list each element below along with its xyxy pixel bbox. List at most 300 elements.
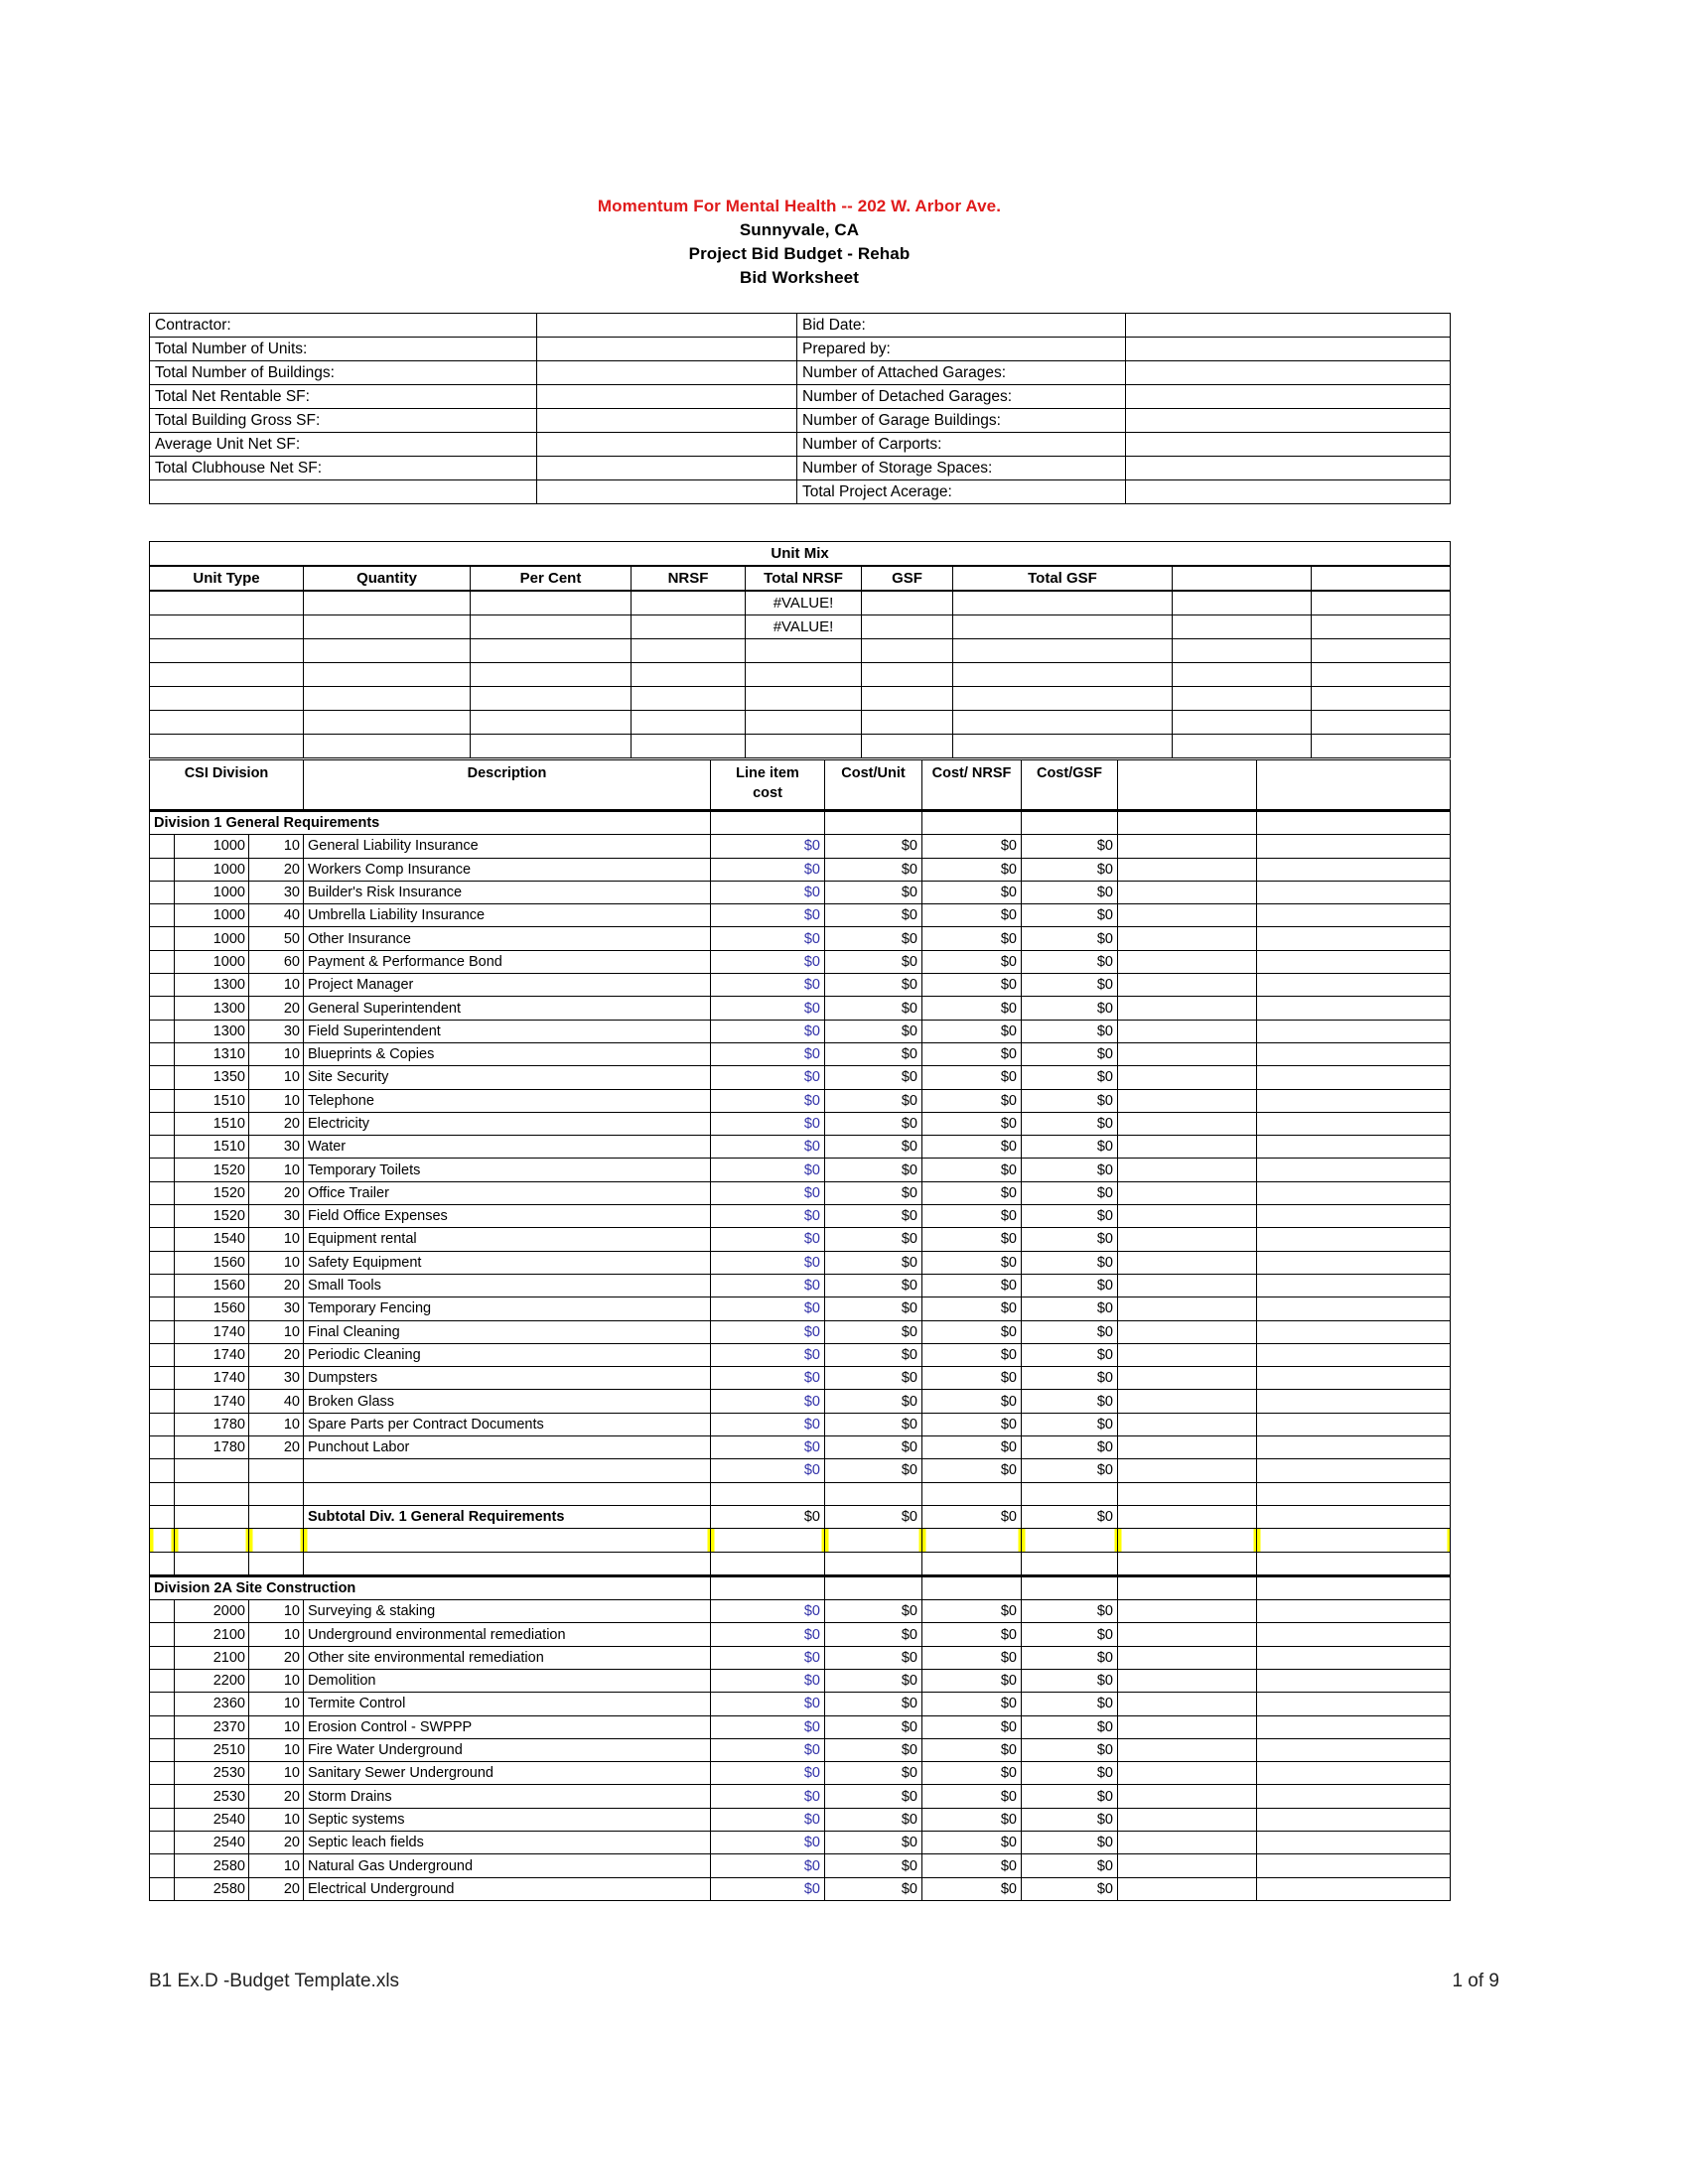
csi-heading-nrsf[interactable]: [922, 1575, 1022, 1599]
csi-line-item-cost[interactable]: $0: [711, 1020, 825, 1042]
csi-line-item-cost[interactable]: $0: [711, 1877, 825, 1900]
csi-cost-per-unit[interactable]: $0: [825, 1436, 922, 1459]
csi-description[interactable]: [304, 1459, 711, 1482]
csi-row-marker[interactable]: [150, 1112, 175, 1135]
unit-mix-cell-2[interactable]: [471, 735, 632, 758]
info-left-value[interactable]: [537, 433, 797, 457]
csi-cost-per-unit[interactable]: $0: [825, 1738, 922, 1761]
csi-description[interactable]: Termite Control: [304, 1693, 711, 1715]
unit-mix-cell-3[interactable]: [632, 615, 746, 639]
csi-cost-per-nrsf[interactable]: $0: [922, 904, 1022, 927]
csi-subcode[interactable]: 30: [249, 1136, 304, 1159]
csi-extra-2[interactable]: [1257, 1413, 1451, 1435]
csi-extra-2[interactable]: [1257, 1205, 1451, 1228]
csi-row-marker[interactable]: [150, 1459, 175, 1482]
csi-line-item-cost[interactable]: $0: [711, 997, 825, 1020]
unit-mix-cell-0[interactable]: [150, 735, 304, 758]
csi-code[interactable]: [175, 1505, 249, 1528]
csi-cost-per-nrsf[interactable]: $0: [922, 1646, 1022, 1669]
csi-extra-1[interactable]: [1118, 1738, 1257, 1761]
csi-subcode[interactable]: 10: [249, 1042, 304, 1065]
csi-line-item-cost[interactable]: $0: [711, 904, 825, 927]
unit-mix-cell-7[interactable]: [1173, 615, 1312, 639]
csi-extra-1[interactable]: [1118, 1205, 1257, 1228]
unit-mix-cell-4[interactable]: [746, 735, 862, 758]
csi-line-item-cost[interactable]: $0: [711, 1274, 825, 1297]
csi-extra-1[interactable]: [1118, 1693, 1257, 1715]
csi-cost-per-nrsf[interactable]: $0: [922, 1251, 1022, 1274]
csi-code[interactable]: 1300: [175, 974, 249, 997]
csi-description[interactable]: [304, 1482, 711, 1505]
csi-cost-per-gsf[interactable]: $0: [1022, 1042, 1118, 1065]
csi-cost-per-gsf[interactable]: $0: [1022, 1646, 1118, 1669]
csi-line-item-cost[interactable]: $0: [711, 1297, 825, 1320]
csi-line-item-cost[interactable]: $0: [711, 1832, 825, 1854]
csi-description[interactable]: Temporary Toilets: [304, 1159, 711, 1181]
csi-cost-per-unit[interactable]: $0: [825, 1066, 922, 1089]
csi-cost-per-unit[interactable]: $0: [825, 1832, 922, 1854]
csi-cost-per-unit[interactable]: $0: [825, 1205, 922, 1228]
csi-cost-per-nrsf[interactable]: [922, 1482, 1022, 1505]
csi-cost-per-unit[interactable]: $0: [825, 1854, 922, 1877]
csi-cost-per-gsf[interactable]: $0: [1022, 1274, 1118, 1297]
csi-subcode[interactable]: 60: [249, 950, 304, 973]
csi-code[interactable]: 1510: [175, 1089, 249, 1112]
csi-row-marker[interactable]: [150, 1343, 175, 1366]
csi-description[interactable]: Office Trailer: [304, 1181, 711, 1204]
csi-extra-1[interactable]: [1118, 1623, 1257, 1646]
unit-mix-cell-3[interactable]: [632, 711, 746, 735]
csi-heading-line[interactable]: [711, 1575, 825, 1599]
csi-line-item-cost[interactable]: $0: [711, 1413, 825, 1435]
csi-extra-2[interactable]: [1257, 1181, 1451, 1204]
csi-subcode[interactable]: 10: [249, 974, 304, 997]
csi-cost-per-unit[interactable]: $0: [825, 1413, 922, 1435]
csi-line-item-cost[interactable]: $0: [711, 1693, 825, 1715]
csi-cost-per-nrsf[interactable]: $0: [922, 927, 1022, 950]
csi-cost-per-nrsf[interactable]: $0: [922, 1832, 1022, 1854]
csi-extra-2[interactable]: [1257, 1854, 1451, 1877]
unit-mix-cell-7[interactable]: [1173, 711, 1312, 735]
csi-cost-per-nrsf[interactable]: $0: [922, 997, 1022, 1020]
unit-mix-cell-4[interactable]: [746, 711, 862, 735]
csi-cost-per-gsf[interactable]: $0: [1022, 1762, 1118, 1785]
csi-description[interactable]: Builder's Risk Insurance: [304, 881, 711, 903]
csi-subcode[interactable]: 20: [249, 997, 304, 1020]
csi-extra-2[interactable]: [1257, 1808, 1451, 1831]
unit-mix-cell-1[interactable]: [304, 615, 471, 639]
csi-description[interactable]: Equipment rental: [304, 1228, 711, 1251]
csi-extra-1[interactable]: [1118, 1042, 1257, 1065]
csi-cost-per-unit[interactable]: $0: [825, 904, 922, 927]
csi-line-item-cost[interactable]: $0: [711, 1646, 825, 1669]
unit-mix-cell-6[interactable]: [953, 687, 1173, 711]
csi-cost-per-unit[interactable]: $0: [825, 1600, 922, 1623]
csi-extra-1[interactable]: [1118, 1367, 1257, 1390]
csi-row-marker[interactable]: [150, 1042, 175, 1065]
csi-cost-per-gsf[interactable]: $0: [1022, 1623, 1118, 1646]
unit-mix-cell-1[interactable]: [304, 687, 471, 711]
csi-code[interactable]: 1740: [175, 1320, 249, 1343]
csi-cost-per-unit[interactable]: $0: [825, 1251, 922, 1274]
csi-cost-per-gsf[interactable]: $0: [1022, 1297, 1118, 1320]
csi-subcode[interactable]: 10: [249, 1089, 304, 1112]
csi-cost-per-gsf[interactable]: $0: [1022, 1413, 1118, 1435]
csi-row-marker[interactable]: [150, 1505, 175, 1528]
csi-cost-per-nrsf[interactable]: $0: [922, 1715, 1022, 1738]
csi-description[interactable]: Workers Comp Insurance: [304, 858, 711, 881]
csi-description[interactable]: Final Cleaning: [304, 1320, 711, 1343]
csi-row-marker[interactable]: [150, 1205, 175, 1228]
csi-cost-per-nrsf[interactable]: $0: [922, 1390, 1022, 1413]
csi-cost-per-unit[interactable]: $0: [825, 1181, 922, 1204]
csi-heading-line[interactable]: [711, 811, 825, 835]
unit-mix-cell-1[interactable]: [304, 711, 471, 735]
csi-line-item-cost[interactable]: $0: [711, 1367, 825, 1390]
csi-description[interactable]: Fire Water Underground: [304, 1738, 711, 1761]
csi-row-marker[interactable]: [150, 1251, 175, 1274]
csi-cost-per-gsf[interactable]: $0: [1022, 1854, 1118, 1877]
csi-extra-2[interactable]: [1257, 1297, 1451, 1320]
csi-extra-1[interactable]: [1118, 1297, 1257, 1320]
csi-line-item-cost[interactable]: $0: [711, 1042, 825, 1065]
csi-cost-per-gsf[interactable]: $0: [1022, 1181, 1118, 1204]
unit-mix-cell-6[interactable]: [953, 615, 1173, 639]
csi-code[interactable]: 2000: [175, 1600, 249, 1623]
unit-mix-cell-7[interactable]: [1173, 687, 1312, 711]
csi-code[interactable]: 1540: [175, 1228, 249, 1251]
csi-cost-per-unit[interactable]: $0: [825, 858, 922, 881]
csi-description[interactable]: Demolition: [304, 1669, 711, 1692]
csi-cost-per-nrsf[interactable]: $0: [922, 1785, 1022, 1808]
csi-row-marker[interactable]: [150, 1832, 175, 1854]
csi-description[interactable]: Electricity: [304, 1112, 711, 1135]
csi-extra-1[interactable]: [1118, 1762, 1257, 1785]
csi-cost-per-gsf[interactable]: $0: [1022, 974, 1118, 997]
csi-cost-per-gsf[interactable]: $0: [1022, 1228, 1118, 1251]
unit-mix-cell-3[interactable]: [632, 735, 746, 758]
csi-line-item-cost[interactable]: $0: [711, 974, 825, 997]
csi-extra-2[interactable]: [1257, 881, 1451, 903]
csi-extra-1[interactable]: [1118, 1459, 1257, 1482]
csi-row-marker[interactable]: [150, 974, 175, 997]
csi-code[interactable]: [175, 1482, 249, 1505]
info-right-value[interactable]: [1126, 409, 1451, 433]
csi-cost-per-unit[interactable]: $0: [825, 1320, 922, 1343]
csi-code[interactable]: 1510: [175, 1136, 249, 1159]
csi-extra-1[interactable]: [1118, 1020, 1257, 1042]
csi-cost-per-unit[interactable]: $0: [825, 1136, 922, 1159]
csi-subcode[interactable]: 10: [249, 1066, 304, 1089]
csi-cost-per-nrsf[interactable]: $0: [922, 1854, 1022, 1877]
unit-mix-cell-6[interactable]: [953, 591, 1173, 615]
csi-extra-2[interactable]: [1257, 1390, 1451, 1413]
csi-cost-per-nrsf[interactable]: $0: [922, 1669, 1022, 1692]
unit-mix-cell-5[interactable]: [862, 687, 953, 711]
csi-extra-1[interactable]: [1118, 835, 1257, 858]
csi-description[interactable]: Broken Glass: [304, 1390, 711, 1413]
csi-cost-per-unit[interactable]: $0: [825, 881, 922, 903]
csi-extra-2[interactable]: [1257, 1320, 1451, 1343]
csi-line-item-cost[interactable]: [711, 1482, 825, 1505]
csi-row-marker[interactable]: [150, 1413, 175, 1435]
csi-cost-per-nrsf[interactable]: $0: [922, 1762, 1022, 1785]
csi-subcode[interactable]: 10: [249, 1159, 304, 1181]
csi-code[interactable]: 1000: [175, 835, 249, 858]
csi-subtotal-cost-per-nrsf[interactable]: $0: [922, 1505, 1022, 1528]
unit-mix-cell-2[interactable]: [471, 639, 632, 663]
csi-extra-1[interactable]: [1118, 997, 1257, 1020]
csi-code[interactable]: 2540: [175, 1832, 249, 1854]
csi-cost-per-nrsf[interactable]: $0: [922, 835, 1022, 858]
csi-code[interactable]: 1780: [175, 1413, 249, 1435]
csi-line-item-cost[interactable]: $0: [711, 1089, 825, 1112]
csi-subcode[interactable]: 10: [249, 1762, 304, 1785]
csi-cost-per-nrsf[interactable]: $0: [922, 974, 1022, 997]
csi-subcode[interactable]: 40: [249, 904, 304, 927]
csi-cost-per-gsf[interactable]: $0: [1022, 1436, 1118, 1459]
csi-extra-1[interactable]: [1118, 1877, 1257, 1900]
csi-cost-per-nrsf[interactable]: $0: [922, 1877, 1022, 1900]
unit-mix-cell-6[interactable]: [953, 711, 1173, 735]
csi-description[interactable]: Field Superintendent: [304, 1020, 711, 1042]
csi-subcode[interactable]: [249, 1482, 304, 1505]
csi-line-item-cost[interactable]: $0: [711, 1251, 825, 1274]
csi-code[interactable]: 1000: [175, 904, 249, 927]
info-left-value[interactable]: [537, 409, 797, 433]
info-left-value[interactable]: [537, 338, 797, 361]
csi-extra-1[interactable]: [1118, 1808, 1257, 1831]
csi-subtotal-cost-per-gsf[interactable]: $0: [1022, 1505, 1118, 1528]
csi-cost-per-gsf[interactable]: $0: [1022, 858, 1118, 881]
csi-line-item-cost[interactable]: $0: [711, 1228, 825, 1251]
csi-code[interactable]: 1000: [175, 858, 249, 881]
csi-row-marker[interactable]: [150, 1181, 175, 1204]
csi-description[interactable]: Project Manager: [304, 974, 711, 997]
unit-mix-cell-5[interactable]: [862, 615, 953, 639]
csi-cost-per-unit[interactable]: $0: [825, 1390, 922, 1413]
unit-mix-cell-8[interactable]: [1312, 711, 1451, 735]
info-right-value[interactable]: [1126, 433, 1451, 457]
csi-cost-per-gsf[interactable]: $0: [1022, 1320, 1118, 1343]
csi-cost-per-gsf[interactable]: $0: [1022, 1715, 1118, 1738]
unit-mix-cell-8[interactable]: [1312, 687, 1451, 711]
csi-line-item-cost[interactable]: $0: [711, 1669, 825, 1692]
csi-subcode[interactable]: 10: [249, 1320, 304, 1343]
csi-description[interactable]: Water: [304, 1136, 711, 1159]
csi-cost-per-unit[interactable]: $0: [825, 1343, 922, 1366]
csi-cost-per-nrsf[interactable]: $0: [922, 1600, 1022, 1623]
csi-extra-1[interactable]: [1118, 1066, 1257, 1089]
csi-code[interactable]: 2540: [175, 1808, 249, 1831]
csi-extra-2[interactable]: [1257, 1505, 1451, 1528]
csi-cost-per-gsf[interactable]: $0: [1022, 927, 1118, 950]
csi-code[interactable]: 1300: [175, 997, 249, 1020]
unit-mix-cell-2[interactable]: [471, 591, 632, 615]
csi-extra-2[interactable]: [1257, 811, 1451, 835]
csi-cost-per-unit[interactable]: $0: [825, 997, 922, 1020]
csi-subcode[interactable]: 20: [249, 858, 304, 881]
csi-row-marker[interactable]: [150, 1785, 175, 1808]
csi-subcode[interactable]: 20: [249, 1343, 304, 1366]
csi-line-item-cost[interactable]: $0: [711, 1808, 825, 1831]
csi-description[interactable]: Septic leach fields: [304, 1832, 711, 1854]
unit-mix-cell-2[interactable]: [471, 711, 632, 735]
csi-row-marker[interactable]: [150, 1089, 175, 1112]
unit-mix-cell-1[interactable]: [304, 591, 471, 615]
csi-line-item-cost[interactable]: $0: [711, 1715, 825, 1738]
csi-description[interactable]: Punchout Labor: [304, 1436, 711, 1459]
unit-mix-cell-6[interactable]: [953, 639, 1173, 663]
csi-code[interactable]: 1560: [175, 1274, 249, 1297]
csi-extra-1[interactable]: [1118, 950, 1257, 973]
info-left-value[interactable]: [537, 385, 797, 409]
csi-subcode[interactable]: 30: [249, 1205, 304, 1228]
csi-code[interactable]: 1350: [175, 1066, 249, 1089]
csi-extra-2[interactable]: [1257, 1436, 1451, 1459]
info-left-value[interactable]: [537, 457, 797, 480]
csi-row-marker[interactable]: [150, 1274, 175, 1297]
unit-mix-cell-0[interactable]: [150, 639, 304, 663]
csi-description[interactable]: Safety Equipment: [304, 1251, 711, 1274]
csi-description[interactable]: Storm Drains: [304, 1785, 711, 1808]
unit-mix-cell-4[interactable]: #VALUE!: [746, 615, 862, 639]
csi-subcode[interactable]: 10: [249, 1623, 304, 1646]
csi-line-item-cost[interactable]: $0: [711, 1623, 825, 1646]
csi-description[interactable]: Electrical Underground: [304, 1877, 711, 1900]
csi-extra-1[interactable]: [1118, 1600, 1257, 1623]
csi-cost-per-nrsf[interactable]: $0: [922, 1089, 1022, 1112]
csi-row-marker[interactable]: [150, 1808, 175, 1831]
unit-mix-cell-5[interactable]: [862, 663, 953, 687]
csi-code[interactable]: 2100: [175, 1646, 249, 1669]
csi-subcode[interactable]: 20: [249, 1181, 304, 1204]
csi-subtotal-cost-per-unit[interactable]: $0: [825, 1505, 922, 1528]
csi-row-marker[interactable]: [150, 927, 175, 950]
csi-cost-per-gsf[interactable]: $0: [1022, 950, 1118, 973]
csi-code[interactable]: 2200: [175, 1669, 249, 1692]
csi-line-item-cost[interactable]: $0: [711, 1112, 825, 1135]
csi-extra-1[interactable]: [1118, 1832, 1257, 1854]
csi-code[interactable]: 2530: [175, 1785, 249, 1808]
csi-cost-per-unit[interactable]: $0: [825, 1297, 922, 1320]
csi-extra-2[interactable]: [1257, 904, 1451, 927]
unit-mix-cell-4[interactable]: [746, 663, 862, 687]
csi-line-item-cost[interactable]: $0: [711, 1181, 825, 1204]
csi-cost-per-nrsf[interactable]: $0: [922, 1274, 1022, 1297]
csi-description[interactable]: Natural Gas Underground: [304, 1854, 711, 1877]
csi-line-item-cost[interactable]: $0: [711, 1320, 825, 1343]
csi-code[interactable]: [175, 1459, 249, 1482]
csi-description[interactable]: Septic systems: [304, 1808, 711, 1831]
csi-line-item-cost[interactable]: $0: [711, 1785, 825, 1808]
csi-row-marker[interactable]: [150, 858, 175, 881]
info-right-value[interactable]: [1126, 385, 1451, 409]
csi-subcode[interactable]: 40: [249, 1390, 304, 1413]
csi-line-item-cost[interactable]: $0: [711, 858, 825, 881]
csi-extra-1[interactable]: [1118, 1715, 1257, 1738]
info-right-value[interactable]: [1126, 480, 1451, 504]
csi-row-marker[interactable]: [150, 1297, 175, 1320]
csi-row-marker[interactable]: [150, 1066, 175, 1089]
csi-extra-2[interactable]: [1257, 1832, 1451, 1854]
csi-cost-per-unit[interactable]: $0: [825, 1715, 922, 1738]
csi-subcode[interactable]: 10: [249, 1669, 304, 1692]
csi-cost-per-gsf[interactable]: $0: [1022, 1066, 1118, 1089]
info-left-value[interactable]: [537, 361, 797, 385]
unit-mix-cell-8[interactable]: [1312, 639, 1451, 663]
csi-cost-per-nrsf[interactable]: $0: [922, 858, 1022, 881]
csi-extra-2[interactable]: [1257, 1693, 1451, 1715]
info-left-value[interactable]: [537, 314, 797, 338]
csi-code[interactable]: 1510: [175, 1112, 249, 1135]
csi-cost-per-nrsf[interactable]: $0: [922, 1112, 1022, 1135]
csi-line-item-cost[interactable]: $0: [711, 1762, 825, 1785]
csi-line-item-cost[interactable]: $0: [711, 1136, 825, 1159]
csi-cost-per-gsf[interactable]: $0: [1022, 1251, 1118, 1274]
csi-subtotal-line-item-cost[interactable]: $0: [711, 1505, 825, 1528]
unit-mix-cell-7[interactable]: [1173, 639, 1312, 663]
csi-cost-per-unit[interactable]: $0: [825, 1112, 922, 1135]
csi-cost-per-nrsf[interactable]: $0: [922, 1042, 1022, 1065]
csi-row-marker[interactable]: [150, 1669, 175, 1692]
csi-row-marker[interactable]: [150, 1159, 175, 1181]
csi-row-marker[interactable]: [150, 1600, 175, 1623]
csi-extra-1[interactable]: [1118, 1413, 1257, 1435]
csi-subcode[interactable]: 20: [249, 1877, 304, 1900]
csi-line-item-cost[interactable]: $0: [711, 1459, 825, 1482]
csi-cost-per-gsf[interactable]: $0: [1022, 1600, 1118, 1623]
csi-subcode[interactable]: 30: [249, 1367, 304, 1390]
csi-extra-1[interactable]: [1118, 1343, 1257, 1366]
csi-cost-per-gsf[interactable]: [1022, 1482, 1118, 1505]
csi-row-marker[interactable]: [150, 1854, 175, 1877]
csi-extra-1[interactable]: [1118, 1669, 1257, 1692]
info-left-value[interactable]: [537, 480, 797, 504]
csi-cost-per-gsf[interactable]: $0: [1022, 1669, 1118, 1692]
csi-extra-1[interactable]: [1118, 974, 1257, 997]
unit-mix-cell-4[interactable]: [746, 687, 862, 711]
csi-cost-per-unit[interactable]: $0: [825, 1646, 922, 1669]
csi-cost-per-unit[interactable]: $0: [825, 1877, 922, 1900]
csi-code[interactable]: 1520: [175, 1181, 249, 1204]
csi-cost-per-gsf[interactable]: $0: [1022, 1693, 1118, 1715]
csi-code[interactable]: 2360: [175, 1693, 249, 1715]
csi-row-marker[interactable]: [150, 997, 175, 1020]
csi-extra-2[interactable]: [1257, 1600, 1451, 1623]
csi-extra-2[interactable]: [1257, 1738, 1451, 1761]
csi-cost-per-unit[interactable]: $0: [825, 1367, 922, 1390]
csi-heading-unit[interactable]: [825, 811, 922, 835]
csi-cost-per-gsf[interactable]: $0: [1022, 1112, 1118, 1135]
csi-code[interactable]: 2580: [175, 1877, 249, 1900]
unit-mix-cell-7[interactable]: [1173, 735, 1312, 758]
csi-extra-2[interactable]: [1257, 1669, 1451, 1692]
csi-line-item-cost[interactable]: $0: [711, 927, 825, 950]
csi-extra-2[interactable]: [1257, 927, 1451, 950]
csi-extra-2[interactable]: [1257, 1482, 1451, 1505]
unit-mix-cell-8[interactable]: [1312, 591, 1451, 615]
csi-cost-per-unit[interactable]: $0: [825, 1042, 922, 1065]
csi-extra-1[interactable]: [1118, 1159, 1257, 1181]
csi-extra-2[interactable]: [1257, 997, 1451, 1020]
unit-mix-cell-0[interactable]: [150, 687, 304, 711]
unit-mix-cell-8[interactable]: [1312, 735, 1451, 758]
csi-heading-gsf[interactable]: [1022, 811, 1118, 835]
csi-cost-per-gsf[interactable]: $0: [1022, 1089, 1118, 1112]
csi-extra-2[interactable]: [1257, 1042, 1451, 1065]
csi-row-marker[interactable]: [150, 1738, 175, 1761]
